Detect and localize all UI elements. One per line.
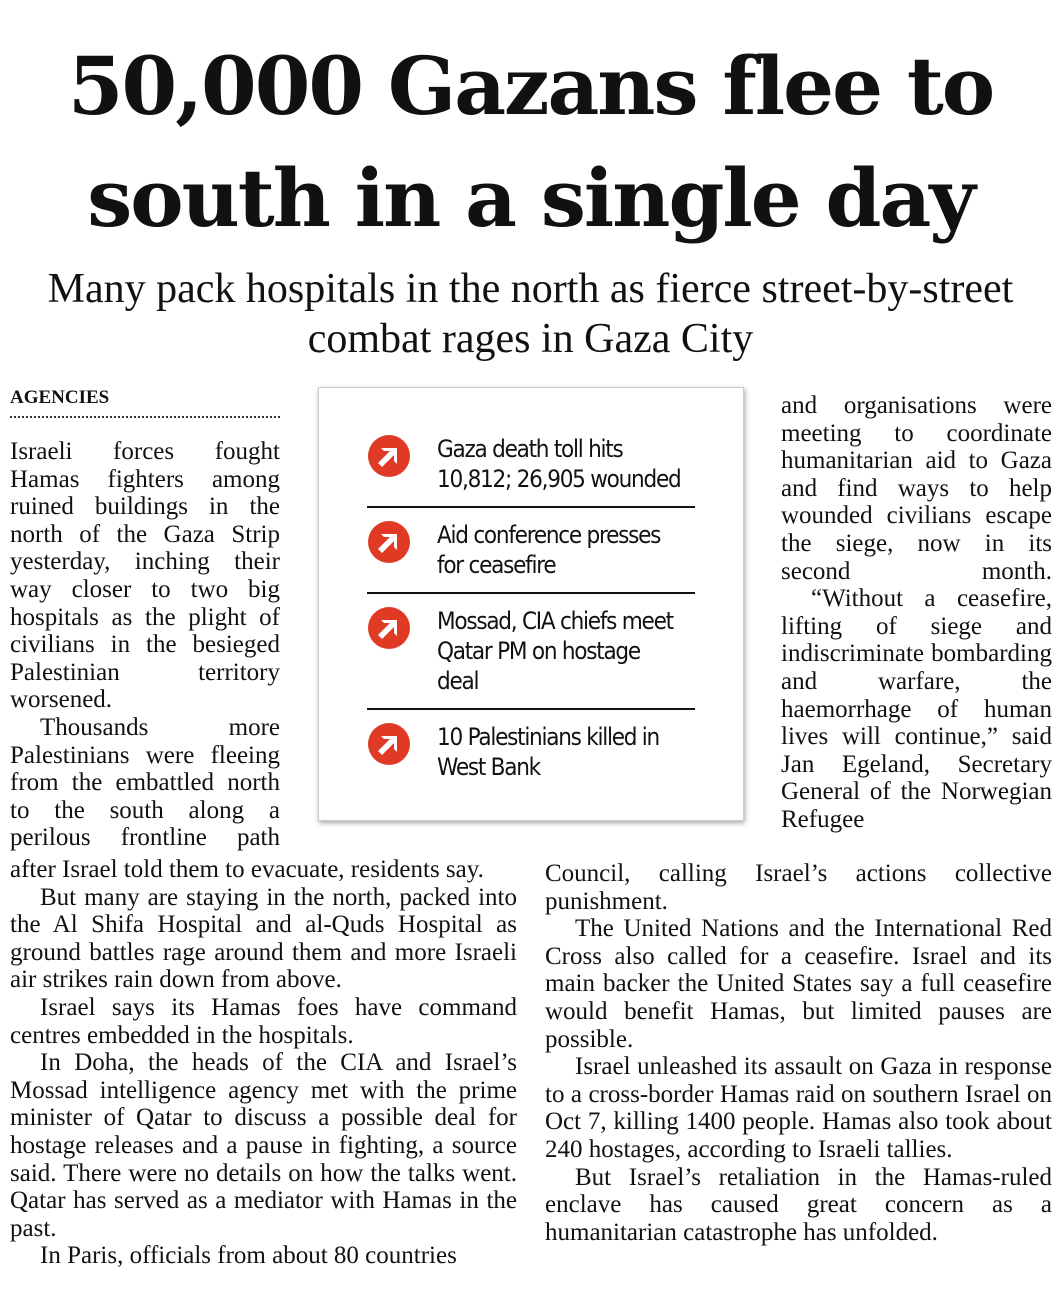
body-column-3 (781, 392, 1052, 834)
paragraph: Israel says its Hamas foes have command centres embedded in the hospitals. (10, 993, 517, 1049)
highlights-box (318, 387, 744, 821)
paragraph: Israeli forces fought Hamas fighters among ruined buildings in the north of the Gaza Strip yesterday, inching their way closer to two big hospitals as the plight of civilians in the besieged Palestinian territory worsened. (10, 438, 280, 714)
paragraph: “Without a ceasefire, lifting of siege and indiscriminate bombarding and warfare, the haemorrhage of human lives will continue,” said Jan Egeland, Secretary General of the Norwegian Refugee (781, 585, 1052, 833)
body-column-2 (10, 856, 517, 1270)
highlight-text: 10 Palestinians killed in West Bank (437, 723, 659, 781)
paragraph: Thousands more Palestinians were fleeing from the embattled north to the south along a perilous frontline path (10, 713, 280, 852)
body-column-4 (545, 860, 1052, 1246)
highlights-list (367, 434, 695, 806)
highlight-item (367, 520, 695, 594)
arrow-up-right-icon (367, 520, 411, 564)
highlight-text: Gaza death toll hits 10,812; 26,905 wounded (437, 435, 681, 493)
highlight-item (367, 722, 695, 794)
paragraph: In Doha, the heads of the CIA and Israel’s Mossad intelligence agency met with the prime minister of Qatar to discuss a possible deal for hostage releases and a pause in fighting, a source said. There were no details on how the talks went. Qatar has served as a mediator with Hamas in the past. (10, 1049, 517, 1242)
byline: AGENCIES (10, 386, 280, 418)
paragraph: In Paris, officials from about 80 countries (40, 1242, 457, 1270)
paragraph: The United Nations and the International Red Cross also called for a ceasefire. Israel and its main backer the United States say a full ceasefire would benefit Hamas, but limited pauses are possible. (545, 915, 1052, 1053)
arrow-up-right-icon (367, 434, 411, 478)
highlight-item (367, 606, 695, 710)
standfirst: Many pack hospitals in the north as fierce street-by-street combat rages in Gaza City (47, 266, 1014, 362)
paragraph: But many are staying in the north, packed into the Al Shifa Hospital and al-Quds Hospital as ground battles rage around them and more Israeli air strikes rain down from above. (10, 883, 517, 994)
arrow-up-right-icon (367, 722, 411, 766)
paragraph: and organisations were meeting to coordinate humanitarian aid to Gaza and find ways to help wounded civilians escape the siege, now in its second month. (781, 392, 1052, 585)
paragraph: after Israel told them to evacuate, residents say. (10, 856, 484, 883)
headline: 50,000 Gazans flee to south in a single day (67, 39, 994, 245)
paragraph: Council, calling Israel’s actions collective punishment. (545, 860, 1052, 915)
highlight-text: Mossad, CIA chiefs meet Qatar PM on hostage deal (437, 607, 673, 695)
paragraph: But Israel’s retaliation in the Hamas-ruled enclave has caused great concern as a humanitarian catastrophe has unfolded. (545, 1163, 1052, 1246)
highlight-text: Aid conference presses for ceasefire (437, 521, 661, 579)
body-column-1 (10, 438, 280, 852)
highlight-item (367, 434, 695, 508)
arrow-up-right-icon (367, 606, 411, 650)
paragraph: Israel unleashed its assault on Gaza in response to a cross-border Hamas raid on southern Israel on Oct 7, killing 1400 people. Hamas also took about 240 hostages, according to Israeli tallies. (545, 1053, 1052, 1163)
